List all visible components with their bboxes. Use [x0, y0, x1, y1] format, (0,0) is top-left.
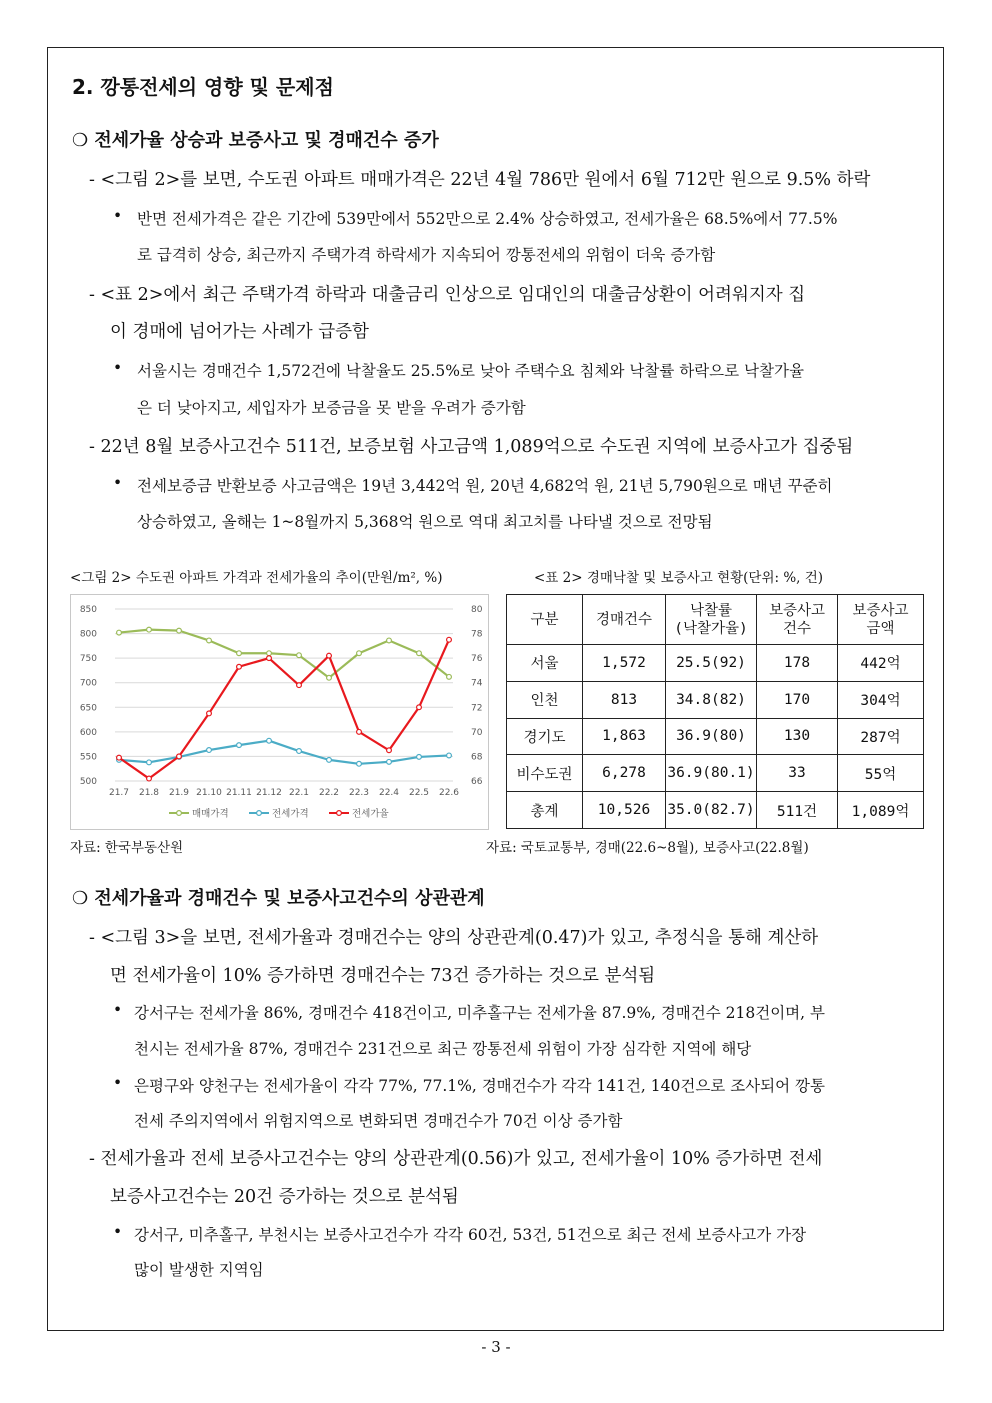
data-point	[117, 755, 122, 760]
data-point	[207, 711, 212, 716]
paragraph-dash: 보증사고건수는 20건 증가하는 것으로 분석됨	[110, 1187, 459, 1207]
table-cell: 34.8(82)	[666, 681, 757, 718]
data-point	[177, 754, 182, 759]
paragraph-bullet: 상승하였고, 올해는 1~8월까지 5,368억 원으로 역대 최고치를 나타낼 것으로 전망됨	[137, 513, 713, 531]
data-point	[327, 653, 332, 658]
data-point	[297, 653, 302, 658]
data-point	[147, 760, 152, 765]
table-header-cell: 경매건수	[583, 595, 666, 645]
table-cell: 1,863	[583, 718, 666, 755]
table-cell: 511건	[757, 792, 838, 829]
series-line	[119, 741, 449, 764]
data-point	[117, 630, 122, 635]
y-left-tick-label: 750	[79, 654, 97, 665]
data-point	[387, 638, 392, 643]
table-cell: 비수도권	[507, 755, 583, 792]
data-point	[327, 757, 332, 762]
data-point	[357, 651, 362, 656]
section-title: 2. 깡통전세의 영향 및 문제점	[72, 75, 334, 99]
y-right-tick-label: 72	[471, 703, 483, 714]
paragraph-dash: - <그림 3>을 보면, 전세가율과 경매건수는 양의 상관관계(0.47)가 있고, 추정식을 통해 계산하	[89, 928, 819, 948]
paragraph-dash: - <표 2>에서 최근 주택가격 하락과 대출금리 인상으로 임대인의 대출금상환이 어려워지자 집	[89, 285, 806, 305]
bullet-icon: •	[113, 1001, 123, 1019]
y-left-tick-label: 500	[79, 777, 97, 787]
paragraph-bullet: 전세보증금 반환보증 사고금액은 19년 3,442억 원, 20년 4,682억 원, 21년 5,790원으로 매년 꾸준히	[137, 477, 833, 495]
table-cell: 55억	[838, 755, 924, 792]
line-chart	[70, 594, 489, 830]
table-cell: 35.0(82.7)	[666, 792, 757, 829]
paragraph-bullet: 전세 주의지역에서 위험지역으로 변화되면 경매건수가 70건 이상 증가함	[134, 1112, 623, 1130]
table-header-cell: 보증사고 건수	[757, 595, 838, 645]
table-cell: 총계	[507, 792, 583, 829]
table-row	[507, 755, 924, 792]
figure-caption: <그림 2> 수도권 아파트 가격과 전세가율의 추이(만원/m², %)	[70, 570, 443, 586]
paragraph-bullet: 강서구는 전세가율 86%, 경매건수 418건이고, 미추홀구는 전세가율 87.9%, 경매건수 218건이며, 부	[134, 1004, 825, 1022]
table-row	[507, 645, 924, 682]
legend-label: 전세가격	[272, 808, 309, 820]
paragraph-bullet: 은평구와 양천구는 전세가율이 각각 77%, 77.1%, 경매건수가 각각 141건, 140건으로 조사되어 깡통	[134, 1077, 825, 1095]
paragraph-bullet: 반면 전세가격은 같은 기간에 539만에서 552만으로 2.4% 상승하였고, 전세가율은 68.5%에서 77.5%	[137, 210, 838, 228]
table-header-cell: 낙찰률 (낙찰가율)	[666, 595, 757, 645]
table-row	[507, 792, 924, 829]
legend-marker	[177, 811, 182, 816]
data-point	[327, 675, 332, 680]
table-caption: <표 2> 경매낙찰 및 보증사고 현황(단위: %, 건)	[534, 570, 824, 586]
y-left-tick-label: 600	[79, 727, 97, 738]
bullet-icon: •	[113, 1223, 123, 1241]
circle-bullet-icon: ❍	[72, 888, 89, 909]
y-right-tick-label: 66	[471, 777, 483, 787]
x-tick-label: 22.1	[288, 788, 310, 798]
x-tick-label: 21.7	[108, 788, 130, 798]
table-cell: 287억	[838, 718, 924, 755]
data-point	[357, 761, 362, 766]
data-point	[147, 776, 152, 781]
data-point	[447, 674, 452, 679]
table-header-cell: 보증사고 금액	[838, 595, 924, 645]
table-cell: 25.5(92)	[666, 645, 757, 682]
y-right-tick-label: 80	[471, 605, 483, 615]
table-cell: 36.9(80.1)	[666, 755, 757, 792]
bullet-icon: •	[113, 1074, 123, 1092]
data-point	[357, 729, 362, 734]
table-cell: 178	[757, 645, 838, 682]
legend-marker	[257, 811, 262, 816]
table-row	[507, 718, 924, 755]
table-cell: 130	[757, 718, 838, 755]
table-cell: 813	[583, 681, 666, 718]
data-point	[447, 753, 452, 758]
y-right-tick-label: 78	[471, 629, 483, 640]
table-header-cell: 구분	[507, 595, 583, 645]
table-cell: 6,278	[583, 755, 666, 792]
table-header-row	[507, 595, 924, 645]
chart-canvas	[71, 595, 488, 829]
y-right-tick-label: 70	[471, 727, 483, 738]
data-point	[417, 705, 422, 710]
subsection-heading-text: 전세가율 상승과 보증사고 및 경매건수 증가	[94, 130, 439, 151]
table-cell: 1,089억	[838, 792, 924, 829]
table-cell: 442억	[838, 645, 924, 682]
paragraph-dash: - 전세가율과 전세 보증사고건수는 양의 상관관계(0.56)가 있고, 전세가율이 10% 증가하면 전세	[89, 1149, 823, 1169]
paragraph-dash: - 22년 8월 보증사고건수 511건, 보증보험 사고금액 1,089억으로 수도권 지역에 보증사고가 집중됨	[89, 437, 854, 457]
x-tick-label: 21.9	[168, 788, 190, 798]
x-tick-label: 22.6	[438, 788, 460, 798]
data-point	[297, 749, 302, 754]
data-point	[267, 656, 272, 661]
data-point	[177, 628, 182, 633]
data-point	[237, 743, 242, 748]
y-left-tick-label: 800	[79, 629, 97, 640]
y-right-tick-label: 74	[471, 678, 483, 689]
table-cell: 1,572	[583, 645, 666, 682]
x-tick-label: 22.5	[408, 788, 430, 798]
paragraph-dash: 면 전세가율이 10% 증가하면 경매건수는 73건 증가하는 것으로 분석됨	[110, 966, 656, 986]
bullet-icon: •	[113, 207, 123, 225]
x-tick-label: 21.8	[138, 788, 160, 798]
y-right-tick-label: 68	[471, 752, 483, 763]
y-left-tick-label: 650	[79, 703, 97, 714]
figure-source: 자료: 한국부동산원	[70, 840, 184, 856]
table-cell: 서울	[507, 645, 583, 682]
bullet-icon: •	[113, 359, 123, 377]
y-left-tick-label: 850	[79, 605, 97, 615]
data-point	[387, 759, 392, 764]
table-cell: 인천	[507, 681, 583, 718]
paragraph-bullet: 은 더 낮아지고, 세입자가 보증금을 못 받을 우려가 증가함	[137, 399, 526, 417]
table-source: 자료: 국토교통부, 경매(22.6~8월), 보증사고(22.8월)	[486, 840, 809, 856]
auction-accident-table	[506, 594, 924, 829]
paragraph-bullet: 천시는 전세가율 87%, 경매건수 231건으로 최근 깡통전세 위험이 가장 심각한 지역에 해당	[134, 1040, 752, 1058]
paragraph-dash: 이 경매에 넘어가는 사례가 급증함	[110, 322, 369, 342]
data-point	[267, 738, 272, 743]
legend-label: 전세가율	[352, 808, 389, 820]
table-cell: 170	[757, 681, 838, 718]
y-left-tick-label: 550	[79, 752, 97, 763]
x-tick-label: 21.10	[196, 788, 222, 798]
y-left-tick-label: 700	[79, 678, 97, 689]
paragraph-dash: - <그림 2>를 보면, 수도권 아파트 매매가격은 22년 4월 786만 원에서 6월 712만 원으로 9.5% 하락	[89, 170, 871, 190]
table-cell: 33	[757, 755, 838, 792]
table-cell: 304억	[838, 681, 924, 718]
data-point	[207, 748, 212, 753]
data-point	[147, 627, 152, 632]
data-point	[267, 651, 272, 656]
legend-label: 매매가격	[192, 808, 229, 820]
table-cell: 36.9(80)	[666, 718, 757, 755]
circle-bullet-icon: ❍	[72, 130, 89, 151]
data-point	[237, 664, 242, 669]
data-point	[417, 755, 422, 760]
data-point	[417, 651, 422, 656]
x-tick-label: 22.4	[378, 788, 400, 798]
paragraph-bullet: 서울시는 경매건수 1,572건에 낙찰율도 25.5%로 낮아 주택수요 침체와 낙찰률 하락으로 낙찰가율	[137, 362, 804, 380]
subsection-heading-1	[72, 126, 439, 152]
data-point	[297, 683, 302, 688]
table-row	[507, 681, 924, 718]
table-cell: 10,526	[583, 792, 666, 829]
data-point	[237, 651, 242, 656]
data-point	[387, 748, 392, 753]
page-number: - 3 -	[481, 1338, 511, 1356]
paragraph-bullet: 로 급격히 상승, 최근까지 주택가격 하락세가 지속되어 깡통전세의 위험이 더욱 증가함	[137, 246, 716, 264]
paragraph-bullet: 많이 발생한 지역임	[134, 1261, 264, 1279]
bullet-icon: •	[113, 474, 123, 492]
table-cell: 경기도	[507, 718, 583, 755]
y-right-tick-label: 76	[471, 654, 483, 665]
legend-marker	[337, 811, 342, 816]
x-tick-label: 22.3	[348, 788, 370, 798]
data-point	[447, 637, 452, 642]
subsection-heading-2	[72, 884, 485, 910]
data-point	[207, 638, 212, 643]
x-tick-label: 22.2	[318, 788, 340, 798]
x-tick-label: 21.11	[226, 788, 252, 798]
subsection-heading-text: 전세가율과 경매건수 및 보증사고건수의 상관관계	[94, 888, 485, 909]
x-tick-label: 21.12	[256, 788, 282, 798]
paragraph-bullet: 강서구, 미추홀구, 부천시는 보증사고건수가 각각 60건, 53건, 51건으로 최근 전세 보증사고가 가장	[134, 1226, 807, 1244]
